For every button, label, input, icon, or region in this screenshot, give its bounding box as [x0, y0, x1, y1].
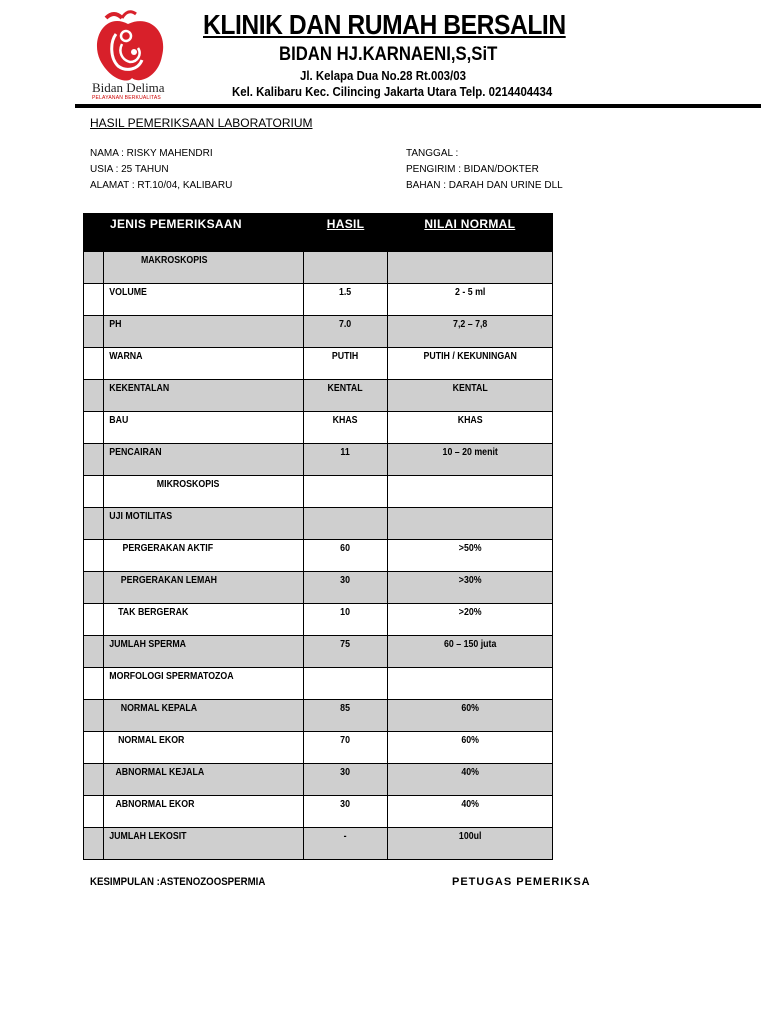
normal-range-value: >20%	[458, 607, 482, 618]
normal-range-value: 60 – 150 juta	[443, 639, 496, 650]
row-marker-cell	[84, 796, 104, 828]
exam-name-cell	[104, 764, 304, 796]
normal-range-cell	[387, 540, 552, 572]
normal-range-value: PUTIH / KEKUNINGAN	[423, 351, 517, 362]
normal-range-cell	[387, 316, 552, 348]
patient-nama: NAMA : RISKY MAHENDRI	[90, 148, 213, 159]
table-body	[84, 252, 553, 860]
table-row	[84, 252, 553, 284]
result-cell	[304, 764, 387, 796]
exam-name: PERGERAKAN AKTIF	[122, 543, 214, 554]
exam-name: NORMAL KEPALA	[120, 703, 198, 714]
normal-range-cell	[387, 668, 552, 700]
normal-range-cell	[387, 412, 552, 444]
normal-range-cell	[387, 828, 552, 860]
exam-name-cell	[104, 380, 304, 412]
normal-range-cell	[387, 636, 552, 668]
row-marker-cell	[84, 508, 104, 540]
petugas-pemeriksa: PETUGAS PEMERIKSA	[452, 876, 591, 888]
result-value: 10	[340, 607, 351, 618]
normal-range-value: 10 – 20 menit	[442, 447, 498, 458]
kesimpulan: KESIMPULAN :ASTENOZOOSPERMIA	[90, 876, 266, 888]
result-value: 11	[340, 447, 351, 458]
result-cell	[304, 828, 387, 860]
exam-name: PENCAIRAN	[109, 447, 162, 458]
row-marker-cell	[84, 636, 104, 668]
header-divider	[75, 104, 761, 108]
row-marker-cell	[84, 828, 104, 860]
exam-name: JUMLAH LEKOSIT	[109, 831, 187, 842]
exam-name: ABNORMAL KEJALA	[115, 767, 205, 778]
result-value	[309, 476, 381, 479]
row-marker-cell	[84, 348, 104, 380]
exam-name-cell	[104, 700, 304, 732]
normal-range-value: 100ul	[458, 831, 482, 842]
result-cell	[304, 636, 387, 668]
exam-name-cell	[104, 348, 304, 380]
row-marker-cell	[84, 540, 104, 572]
result-value: KHAS	[333, 415, 359, 426]
normal-range-cell	[387, 284, 552, 316]
logo-subtext: PELAYANAN BERKUALITAS	[92, 95, 161, 101]
table-row	[84, 604, 553, 636]
result-cell	[304, 316, 387, 348]
exam-name: BAU	[109, 415, 129, 426]
result-value: 30	[340, 767, 351, 778]
table-row	[84, 668, 553, 700]
row-marker-cell	[84, 764, 104, 796]
table-row	[84, 796, 553, 828]
exam-name-cell	[104, 668, 304, 700]
normal-range-cell	[387, 764, 552, 796]
normal-range-value: 40%	[460, 799, 479, 810]
address-line-1: Jl. Kelapa Dua No.28 Rt.003/03	[300, 68, 466, 83]
result-cell	[304, 284, 387, 316]
result-value	[309, 508, 381, 511]
result-value: 1.5	[339, 287, 352, 298]
pengirim: PENGIRIM : BIDAN/DOKTER	[406, 164, 539, 175]
result-value: 30	[340, 575, 351, 586]
normal-range-value	[397, 668, 542, 671]
row-marker-cell	[84, 380, 104, 412]
exam-name-cell	[104, 540, 304, 572]
normal-range-cell	[387, 604, 552, 636]
normal-range-cell	[387, 444, 552, 476]
result-value: 70	[340, 735, 351, 746]
normal-range-cell	[387, 508, 552, 540]
exam-name: UJI MOTILITAS	[109, 511, 173, 522]
exam-name-cell	[104, 316, 304, 348]
result-cell	[304, 508, 387, 540]
result-value: PUTIH	[332, 351, 359, 362]
row-marker-cell	[84, 252, 104, 284]
patient-alamat: ALAMAT : RT.10/04, KALIBARU	[90, 180, 233, 191]
result-value	[309, 252, 381, 255]
normal-range-value	[397, 508, 542, 511]
table-row	[84, 636, 553, 668]
normal-range-cell	[387, 572, 552, 604]
result-cell	[304, 476, 387, 508]
normal-range-value	[397, 252, 542, 255]
exam-name: NORMAL EKOR	[118, 735, 185, 746]
result-cell	[304, 252, 387, 284]
header-hasil: HASIL	[304, 214, 387, 252]
exam-name-cell	[104, 476, 304, 508]
table-row	[84, 732, 553, 764]
tanggal: TANGGAL :	[406, 148, 459, 159]
table-row	[84, 348, 553, 380]
row-marker-cell	[84, 732, 104, 764]
logo-text: Bidan Delima	[92, 80, 165, 95]
table-row	[84, 476, 553, 508]
report-title: HASIL PEMERIKSAAN LABORATORIUM	[90, 116, 313, 130]
result-value: 60	[340, 543, 351, 554]
exam-name: JUMLAH SPERMA	[109, 639, 187, 650]
table-row	[84, 572, 553, 604]
exam-name: PERGERAKAN LEMAH	[120, 575, 218, 586]
result-value: 75	[340, 639, 351, 650]
exam-name: PH	[109, 319, 122, 330]
exam-name-cell	[104, 636, 304, 668]
result-cell	[304, 380, 387, 412]
table-row	[84, 412, 553, 444]
normal-range-value: >50%	[458, 543, 482, 554]
normal-range-value: 2 - 5 ml	[454, 287, 485, 298]
table-row	[84, 700, 553, 732]
normal-range-cell	[387, 796, 552, 828]
result-value: 30	[340, 799, 351, 810]
normal-range-value: 60%	[460, 703, 479, 714]
exam-name: TAK BERGERAK	[118, 607, 189, 618]
result-cell	[304, 604, 387, 636]
table-row	[84, 284, 553, 316]
normal-range-cell	[387, 348, 552, 380]
exam-name-cell	[104, 508, 304, 540]
normal-range-cell	[387, 252, 552, 284]
result-cell	[304, 732, 387, 764]
address-line-2: Kel. Kalibaru Kec. Cilincing Jakarta Utara Telp. 0214404434	[232, 84, 553, 99]
exam-name-cell	[104, 284, 304, 316]
exam-name-cell	[104, 252, 304, 284]
normal-range-value: KENTAL	[452, 383, 488, 394]
row-marker-cell	[84, 284, 104, 316]
exam-name-cell	[104, 412, 304, 444]
normal-range-cell	[387, 476, 552, 508]
header-jenis-pemeriksaan: JENIS PEMERIKSAAN	[84, 214, 304, 252]
normal-range-value	[397, 476, 542, 479]
header-nilai-normal: NILAI NORMAL	[387, 214, 552, 252]
exam-name-cell	[104, 604, 304, 636]
normal-range-value: 60%	[460, 735, 479, 746]
bahan: BAHAN : DARAH DAN URINE DLL	[406, 180, 563, 191]
normal-range-cell	[387, 700, 552, 732]
row-marker-cell	[84, 316, 104, 348]
result-cell	[304, 668, 387, 700]
normal-range-cell	[387, 732, 552, 764]
row-marker-cell	[84, 444, 104, 476]
midwife-name: BIDAN HJ.KARNAENI,S,SiT	[279, 44, 498, 65]
row-marker-cell	[84, 700, 104, 732]
normal-range-value: 7,2 – 7,8	[452, 319, 487, 330]
table-row	[84, 508, 553, 540]
result-value	[309, 668, 381, 671]
result-cell	[304, 348, 387, 380]
result-cell	[304, 540, 387, 572]
table-row	[84, 316, 553, 348]
exam-name: MIKROSKOPIS	[156, 479, 220, 490]
clinic-name: KLINIK DAN RUMAH BERSALIN	[203, 9, 566, 40]
table-row	[84, 380, 553, 412]
normal-range-cell	[387, 380, 552, 412]
result-value: KENTAL	[328, 383, 364, 394]
row-marker-cell	[84, 412, 104, 444]
exam-name: MAKROSKOPIS	[140, 255, 208, 266]
normal-range-value: 40%	[460, 767, 479, 778]
result-cell	[304, 700, 387, 732]
table-row	[84, 444, 553, 476]
exam-name: ABNORMAL EKOR	[115, 799, 195, 810]
exam-name-cell	[104, 828, 304, 860]
exam-name-cell	[104, 796, 304, 828]
exam-name: MORFOLOGI SPERMATOZOA	[109, 671, 234, 682]
exam-name-cell	[104, 732, 304, 764]
exam-name-cell	[104, 444, 304, 476]
result-cell	[304, 412, 387, 444]
exam-name: VOLUME	[109, 287, 147, 298]
result-value: -	[344, 831, 348, 842]
result-cell	[304, 444, 387, 476]
table-row	[84, 540, 553, 572]
normal-range-value: >30%	[458, 575, 482, 586]
row-marker-cell	[84, 604, 104, 636]
normal-range-value: KHAS	[457, 415, 483, 426]
row-marker-cell	[84, 476, 104, 508]
row-marker-cell	[84, 572, 104, 604]
exam-name-cell	[104, 572, 304, 604]
table-row	[84, 828, 553, 860]
lab-results-table	[83, 213, 553, 860]
result-cell	[304, 572, 387, 604]
table-header-row	[84, 214, 553, 252]
result-value: 7.0	[339, 319, 352, 330]
result-cell	[304, 796, 387, 828]
table-row	[84, 764, 553, 796]
patient-usia: USIA : 25 TAHUN	[90, 164, 169, 175]
exam-name: KEKENTALAN	[109, 383, 170, 394]
row-marker-cell	[84, 668, 104, 700]
result-value: 85	[340, 703, 351, 714]
exam-name: WARNA	[109, 351, 143, 362]
